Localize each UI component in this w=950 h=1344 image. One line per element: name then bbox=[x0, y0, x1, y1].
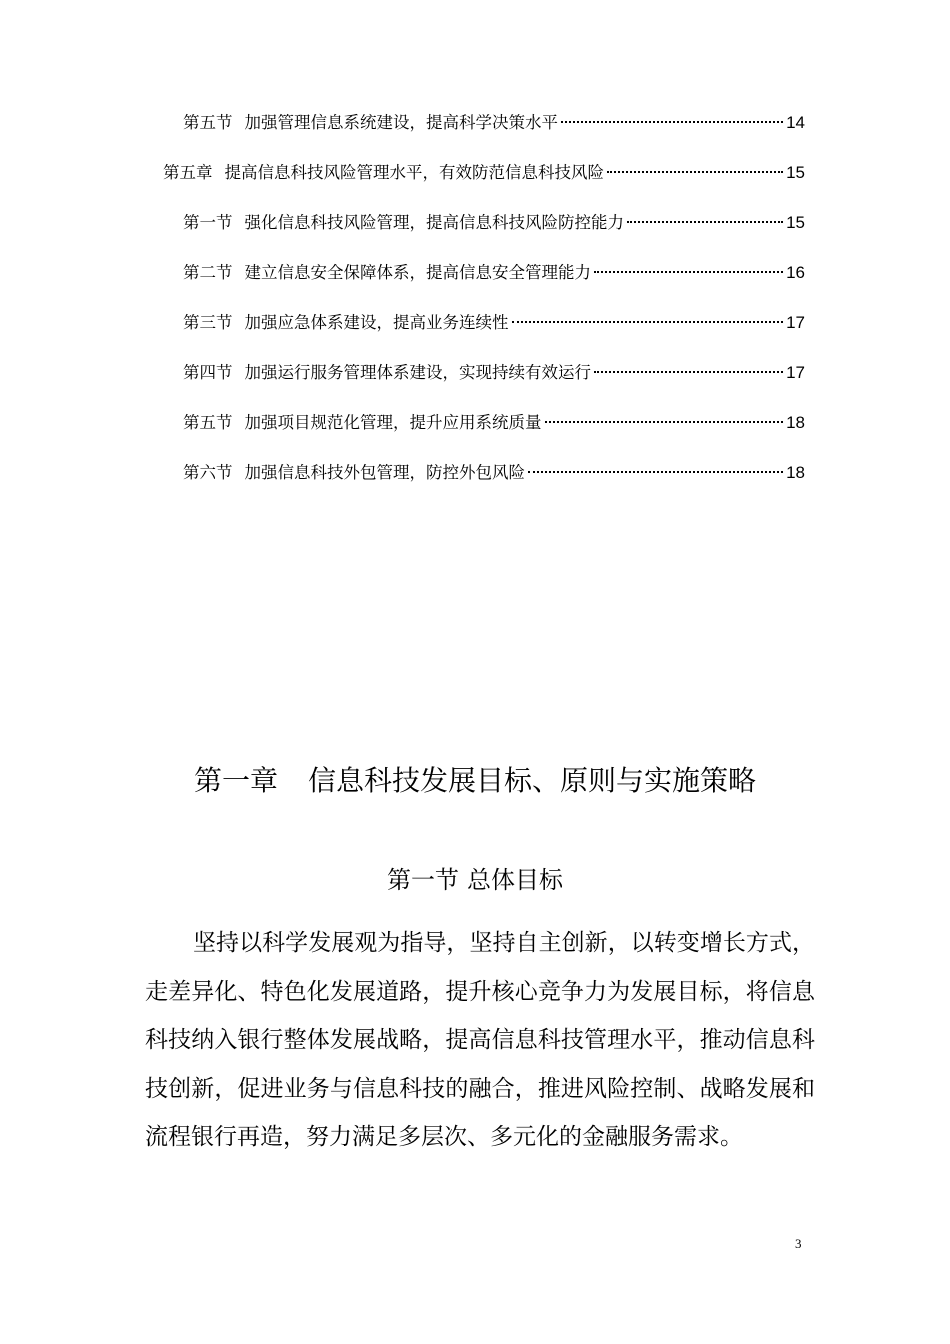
toc-entry[interactable] bbox=[183, 358, 805, 388]
section-number: 第一节 bbox=[387, 866, 459, 894]
toc-entry-number: 第六节 bbox=[183, 463, 233, 482]
toc-entry-title: 加强应急体系建设，提高业务连续性 bbox=[244, 313, 509, 332]
toc-entry-page: 14 bbox=[786, 113, 805, 132]
toc-entry[interactable] bbox=[183, 108, 805, 138]
toc-entry-number: 第四节 bbox=[183, 363, 233, 382]
toc-entry-title: 强化信息科技风险管理，提高信息科技风险防控能力 bbox=[244, 213, 624, 232]
toc-entry-number: 第三节 bbox=[183, 313, 233, 332]
toc-entry[interactable] bbox=[183, 308, 805, 338]
toc-dot-leader bbox=[627, 221, 783, 223]
toc-entry-page: 16 bbox=[786, 263, 805, 282]
toc-entry-page: 15 bbox=[786, 213, 805, 232]
toc-entry-page: 17 bbox=[786, 313, 805, 332]
body-paragraph: 坚持以科学发展观为指导，坚持自主创新，以转变增长方式，走差异化、特色化发展道路，提升核心竞争力为发展目标，将信息科技纳入银行整体发展战略，提高信息科技管理水平，推动信息科技创新，促进业务与信息科技的融合，推进风险控制、战略发展和流程银行再造，努力满足多层次、多元化的金融服务需求。 bbox=[145, 930, 815, 1150]
toc-entry-title: 加强管理信息系统建设，提高科学决策水平 bbox=[244, 113, 558, 132]
toc-entry-page: 18 bbox=[786, 463, 805, 482]
toc-entry[interactable] bbox=[163, 158, 805, 188]
toc-dot-leader bbox=[512, 321, 784, 323]
chapter-title bbox=[0, 758, 950, 804]
toc-entry-page: 18 bbox=[786, 413, 805, 432]
toc-entry-title: 建立信息安全保障体系，提高信息安全管理能力 bbox=[244, 263, 591, 282]
chapter-number: 第一章 bbox=[193, 764, 278, 797]
toc-dot-leader bbox=[594, 371, 783, 373]
toc-entry[interactable] bbox=[183, 408, 805, 438]
section-title-text: 总体目标 bbox=[467, 866, 563, 894]
chapter-title-text: 信息科技发展目标、原则与实施策略 bbox=[308, 764, 757, 797]
toc-entry-page: 15 bbox=[786, 163, 805, 182]
toc-dot-leader bbox=[528, 471, 783, 473]
toc-entry-number: 第五章 bbox=[163, 163, 213, 182]
toc-dot-leader bbox=[594, 271, 783, 273]
toc-entry-title: 加强项目规范化管理，提升应用系统质量 bbox=[244, 413, 542, 432]
toc-entry-number: 第五节 bbox=[183, 413, 233, 432]
toc-entry[interactable] bbox=[183, 458, 805, 488]
toc-entry[interactable] bbox=[183, 258, 805, 288]
toc-entry-number: 第二节 bbox=[183, 263, 233, 282]
toc-dot-leader bbox=[561, 121, 783, 123]
toc-entry-title: 提高信息科技风险管理水平，有效防范信息科技风险 bbox=[224, 163, 604, 182]
page-number: 3 bbox=[795, 1236, 802, 1251]
toc-entry-title: 加强运行服务管理体系建设，实现持续有效运行 bbox=[244, 363, 591, 382]
toc-entry-number: 第一节 bbox=[183, 213, 233, 232]
toc-entry-number: 第五节 bbox=[183, 113, 233, 132]
toc-entry-page: 17 bbox=[786, 363, 805, 382]
section-title bbox=[0, 860, 950, 900]
toc-entry-title: 加强信息科技外包管理，防控外包风险 bbox=[244, 463, 525, 482]
toc-dot-leader bbox=[607, 171, 783, 173]
toc-entry[interactable] bbox=[183, 208, 805, 238]
toc-dot-leader bbox=[545, 421, 784, 423]
